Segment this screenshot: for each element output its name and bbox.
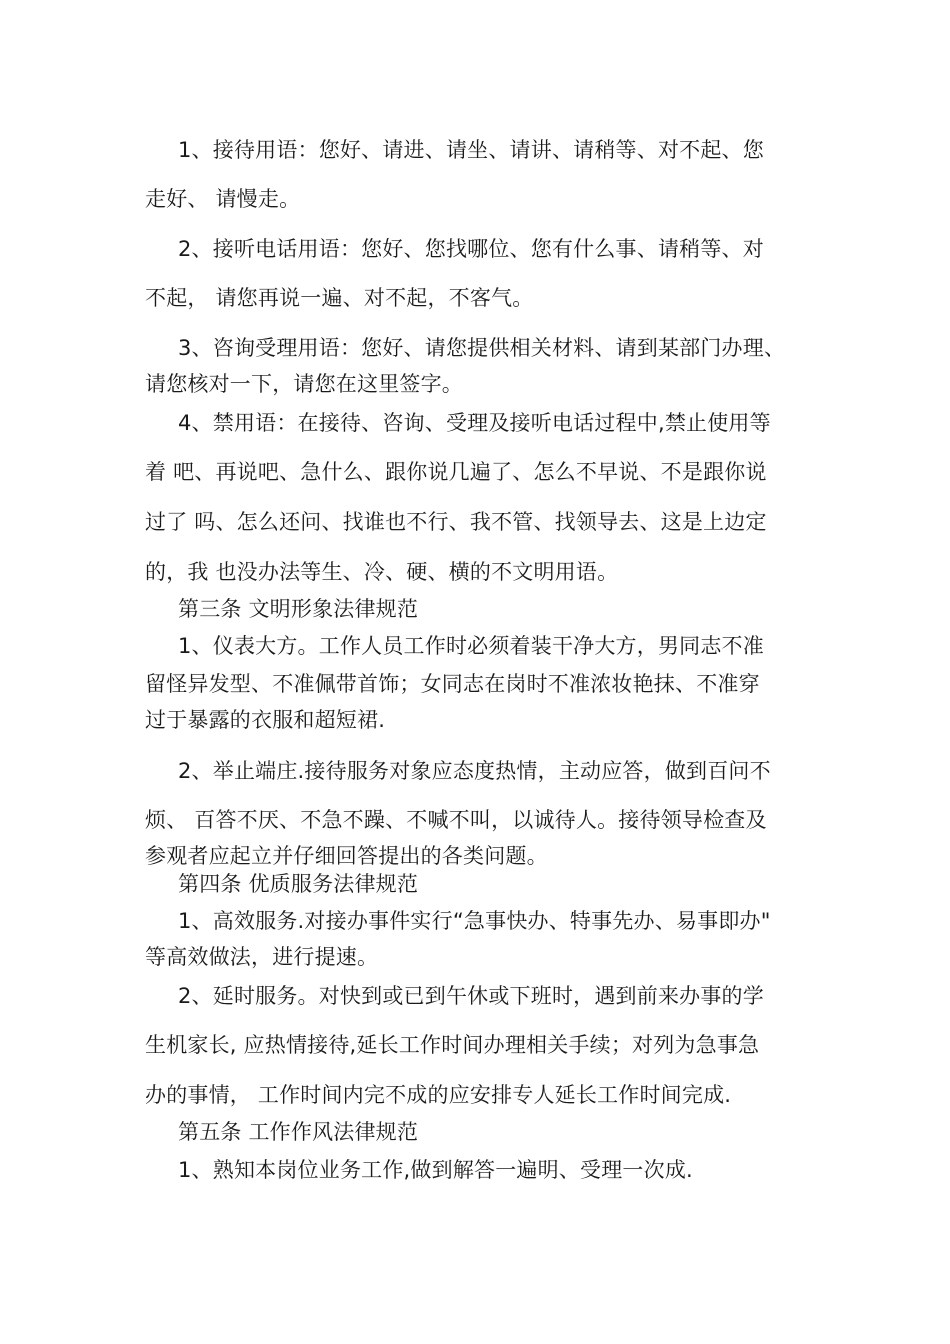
text-line: 留怪异发型、不准佩带首饰；女同志在岗时不准浓妆艳抹、不准穿 xyxy=(145,672,760,696)
section-heading: 第四条 优质服务法律规范 xyxy=(178,872,419,896)
text-line: 4、禁用语：在接待、咨询、受理及接听电话过程中,禁止使用等 xyxy=(178,411,771,435)
text-line: 请您核对一下，请您在这里签字。 xyxy=(145,372,463,396)
text-line: 2、延时服务。对快到或已到午休或下班时，遇到前来办事的学 xyxy=(178,984,764,1008)
text-line: 烦、 百答不厌、不急不躁、不喊不叫，以诚待人。接待领导检查及 xyxy=(145,808,767,832)
text-line: 等高效做法，进行提速。 xyxy=(145,945,379,969)
text-line: 着 吧、再说吧、急什么、跟你说几遍了、怎么不早说、不是跟你说 xyxy=(145,460,767,484)
text-line: 2、举止端庄.接待服务对象应态度热情，主动应答，做到百问不 xyxy=(178,759,771,783)
text-line: 1、高效服务.对接办事件实行“急事快办、特事先办、易事即办" xyxy=(178,909,771,933)
text-line: 办的事情， 工作时间内完不成的应安排专人延长工作时间完成. xyxy=(145,1083,732,1107)
text-line: 1、接待用语：您好、请进、请坐、请讲、请稍等、对不起、您 xyxy=(178,138,764,162)
text-line: 2、接听电话用语：您好、您找哪位、您有什么事、请稍等、对 xyxy=(178,237,764,261)
text-line: 生机家长, 应热情接待,延长工作时间办理相关手续；对列为急事急 xyxy=(145,1033,760,1057)
text-line: 参观者应起立并仔细回答提出的各类问题。 xyxy=(145,844,548,868)
text-line: 1、仪表大方。工作人员工作时必须着装干净大方，男同志不准 xyxy=(178,634,764,658)
text-line: 的，我 也没办法等生、冷、硬、横的不文明用语。 xyxy=(145,560,619,584)
text-line: 过了 吗、怎么还问、找谁也不行、我不管、找领导去、这是上边定 xyxy=(145,510,767,534)
text-line: 不起， 请您再说一遍、对不起，不客气。 xyxy=(145,286,534,310)
text-line: 过于暴露的衣服和超短裙. xyxy=(145,708,386,732)
section-heading: 第三条 文明形象法律规范 xyxy=(178,597,419,621)
section-heading: 第五条 工作作风法律规范 xyxy=(178,1120,419,1144)
text-line: 3、咨询受理用语：您好、请您提供相关材料、请到某部门办理、 xyxy=(178,336,786,360)
text-line: 1、熟知本岗位业务工作,做到解答一遍明、受理一次成. xyxy=(178,1158,693,1182)
text-line: 走好、 请慢走。 xyxy=(145,187,301,211)
